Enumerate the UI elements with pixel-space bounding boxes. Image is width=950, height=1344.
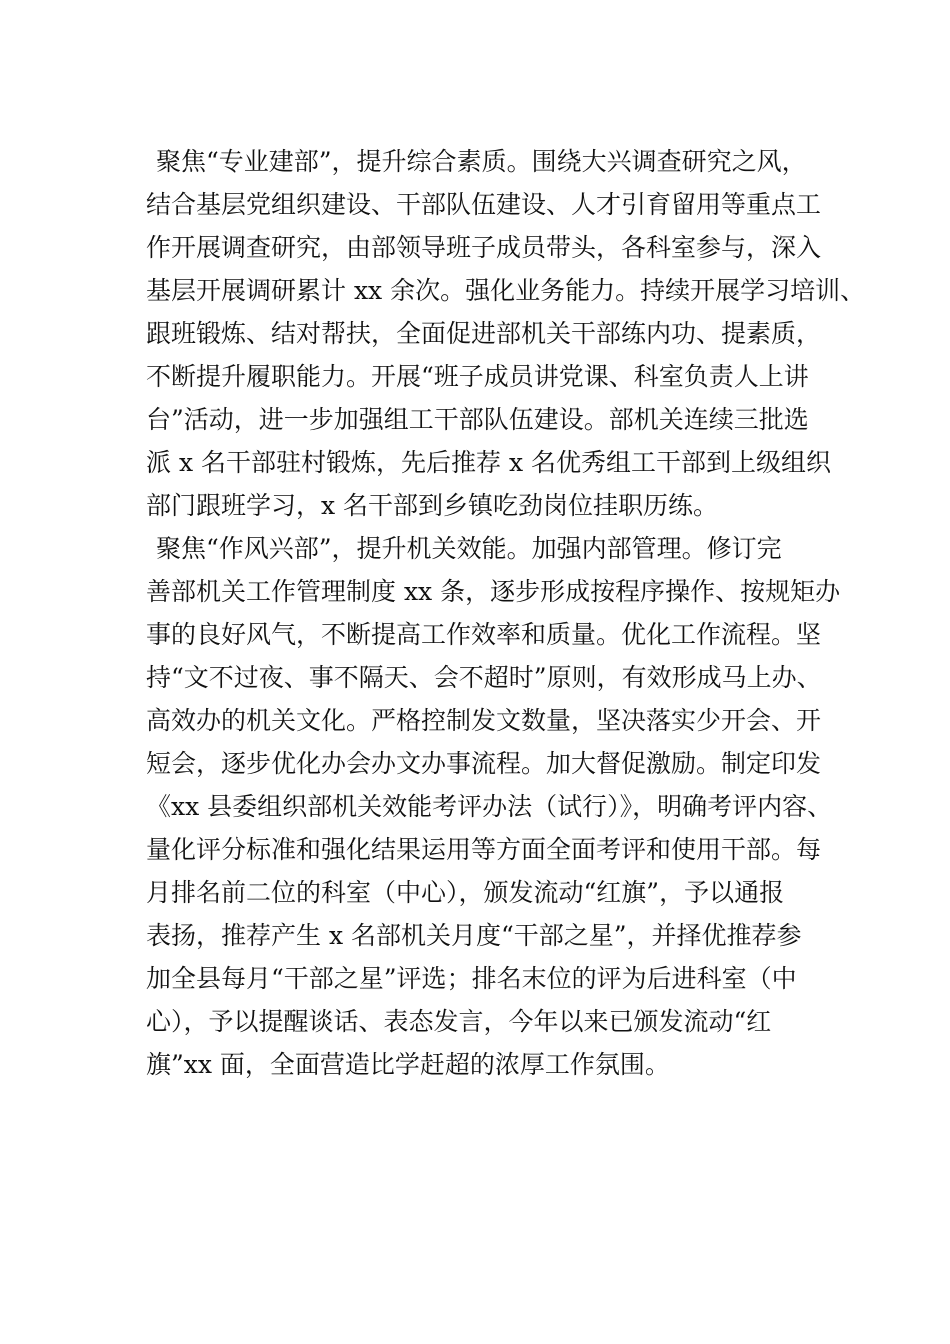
paragraph-line: 月排名前二位的科室（中心），颁发流动“红旗”，予以通报 bbox=[146, 878, 785, 907]
paragraph-line: 加全县每月“干部之星”评选；排名末位的评为后进科室（中 bbox=[146, 964, 797, 993]
paragraph-line: 心），予以提醒谈话、表态发言，今年以来已颁发流动“红 bbox=[146, 1007, 772, 1036]
paragraph-line: 《xx 县委组织部机关效能考评办法（试行）》，明确考评内容、 bbox=[146, 792, 833, 821]
paragraph-line: 持“文不过夜、事不隔天、会不超时”原则，有效形成马上办、 bbox=[146, 663, 822, 692]
paragraph-line: 短会，逐步优化办会办文办事流程。加大督促激励。制定印发 bbox=[146, 749, 822, 778]
paragraph-line: 结合基层党组织建设、干部队伍建设、人才引育留用等重点工 bbox=[146, 190, 822, 219]
document-body bbox=[146, 140, 866, 1086]
paragraph-line: 善部机关工作管理制度 xx 条，逐步形成按程序操作、按规矩办 bbox=[146, 577, 841, 606]
paragraph-line: 表扬，推荐产生 x 名部机关月度“干部之星”，并择优推荐参 bbox=[146, 921, 802, 950]
paragraph-line: 高效办的机关文化。严格控制发文数量，坚决落实少开会、开 bbox=[146, 706, 822, 735]
paragraph-line: 台”活动，进一步加强组工干部队伍建设。部机关连续三批选 bbox=[146, 405, 809, 434]
paragraph-line: 聚焦“作风兴部”，提升机关效能。加强内部管理。修订完 bbox=[156, 534, 782, 563]
paragraph-line: 聚焦“专业建部”，提升综合素质。围绕大兴调查研究之风， bbox=[156, 147, 807, 176]
paragraph-line: 基层开展调研累计 xx 余次。强化业务能力。持续开展学习培训、 bbox=[146, 276, 866, 305]
paragraph-line: 作开展调查研究，由部领导班子成员带头，各科室参与，深入 bbox=[146, 233, 822, 262]
paragraph-line: 量化评分标准和强化结果运用等方面全面考评和使用干部。每 bbox=[146, 835, 822, 864]
paragraph-style-building bbox=[146, 527, 841, 1086]
paragraph-line: 部门跟班学习，x 名干部到乡镇吃劲岗位挂职历练。 bbox=[146, 491, 719, 520]
paragraph-line: 不断提升履职能力。开展“班子成员讲党课、科室负责人上讲 bbox=[146, 362, 809, 391]
paragraph-line: 派 x 名干部驻村锻炼，先后推荐 x 名优秀组工干部到上级组织 bbox=[146, 448, 831, 477]
paragraph-line: 事的良好风气，不断提高工作效率和质量。优化工作流程。坚 bbox=[146, 620, 822, 649]
paragraph-professional-building bbox=[146, 140, 866, 527]
paragraph-line: 旗”xx 面，全面营造比学赶超的浓厚工作氛围。 bbox=[146, 1050, 670, 1079]
paragraph-line: 跟班锻炼、结对帮扶，全面促进部机关干部练内功、提素质， bbox=[146, 319, 822, 348]
